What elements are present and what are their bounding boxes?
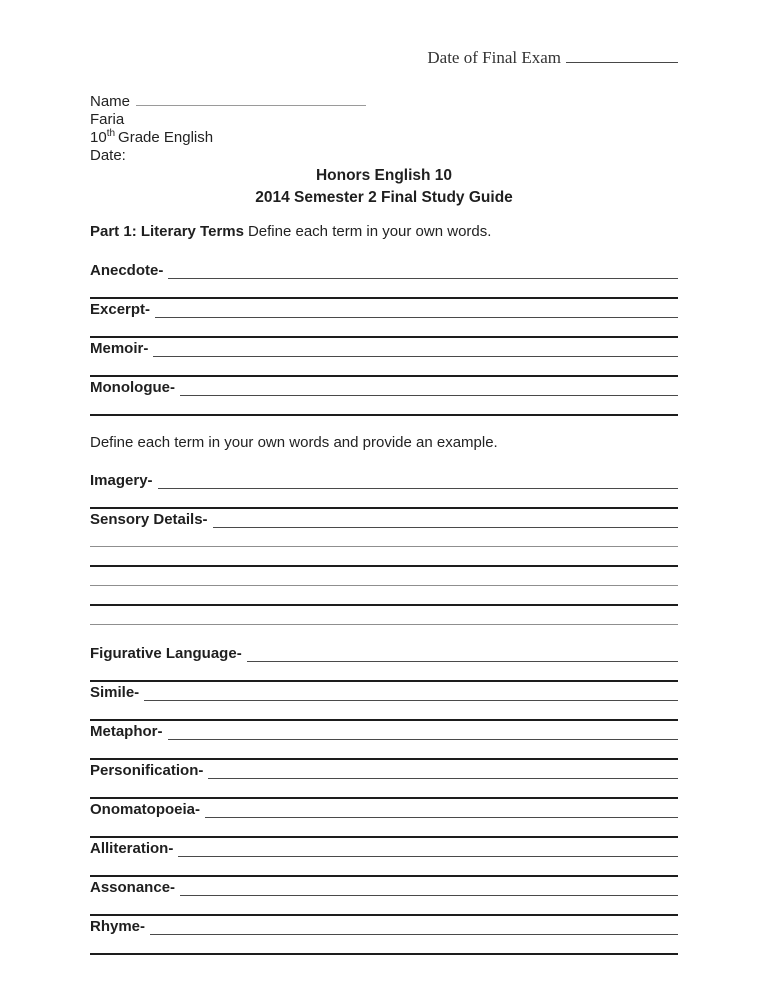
answer-blank — [208, 776, 678, 779]
answer-blank — [150, 932, 678, 935]
term-row — [90, 916, 678, 955]
term-label: Imagery- — [90, 472, 153, 489]
term-label: Simile- — [90, 684, 140, 701]
answer-line — [90, 357, 678, 377]
part2-instruction: Define each term in your own words and provide an example. — [90, 434, 498, 451]
name-row — [90, 92, 678, 111]
term-label: Sensory Details- — [90, 511, 208, 528]
student-info-block — [90, 92, 678, 165]
part1-heading-instruction: Define each term in your own words. — [247, 223, 492, 240]
term-row — [90, 838, 678, 877]
date-of-final-exam-row — [90, 48, 678, 68]
answer-line — [90, 818, 678, 838]
date-label: Date: — [90, 147, 126, 164]
term-label: Memoir- — [90, 340, 149, 357]
title-line-1: Honors English 10 — [315, 167, 453, 184]
term-label: Monologue- — [90, 379, 175, 396]
term-row — [90, 799, 678, 838]
term-label: Assonance- — [90, 879, 176, 896]
term-row — [90, 643, 678, 682]
answer-blank — [180, 393, 678, 396]
term-row — [90, 760, 678, 799]
grade-ordinal: th — [106, 128, 116, 139]
answer-blank — [153, 354, 678, 357]
term-label-line — [90, 377, 678, 396]
grade-line — [90, 129, 678, 147]
answer-blank — [178, 854, 678, 857]
term-label-line — [90, 721, 678, 740]
term-label-line — [90, 916, 678, 935]
term-row — [90, 260, 678, 299]
term-label-line — [90, 877, 678, 896]
grade-number: 10 — [90, 129, 107, 146]
term-label-line — [90, 299, 678, 318]
answer-blank — [205, 815, 678, 818]
term-label-line — [90, 682, 678, 701]
answer-line — [90, 857, 678, 877]
term-label: Metaphor- — [90, 723, 163, 740]
answer-line — [90, 896, 678, 916]
term-row — [90, 377, 678, 416]
term-row — [90, 338, 678, 377]
answer-line — [90, 547, 678, 567]
term-label: Personification- — [90, 762, 204, 779]
term-label: Onomatopoeia- — [90, 801, 201, 818]
grade-text: Grade English — [118, 129, 214, 146]
term-label: Rhyme- — [90, 918, 146, 935]
term-row — [90, 470, 678, 509]
answer-blank — [144, 698, 678, 701]
term-label-line — [90, 760, 678, 779]
term-label-line — [90, 509, 678, 528]
answer-line — [90, 567, 678, 586]
answer-line — [90, 586, 678, 606]
answer-blank — [247, 659, 678, 662]
answer-blank — [155, 315, 678, 318]
name-blank — [136, 92, 366, 106]
answer-line — [90, 740, 678, 760]
term-label-line — [90, 260, 678, 279]
answer-line — [90, 318, 678, 338]
answer-line — [90, 396, 678, 416]
answer-line — [90, 779, 678, 799]
student-name: Faria — [90, 111, 125, 128]
term-label: Excerpt- — [90, 301, 151, 318]
date-of-final-exam-label: Date of Final Exam — [427, 48, 561, 67]
answer-line — [90, 662, 678, 682]
title-line-2: 2014 Semester 2 Final Study Guide — [255, 189, 513, 206]
term-label-line — [90, 643, 678, 662]
term-label: Figurative Language- — [90, 645, 242, 662]
term-label-line — [90, 838, 678, 857]
document-title — [90, 165, 678, 209]
answer-blank — [158, 486, 678, 489]
answer-line — [90, 701, 678, 721]
term-label-line — [90, 338, 678, 357]
term-label: Alliteration- — [90, 840, 174, 857]
term-row — [90, 299, 678, 338]
name-label: Name — [90, 93, 131, 110]
answer-blank — [180, 893, 678, 896]
answer-blank — [213, 525, 678, 528]
answer-line — [90, 528, 678, 547]
term-label-line — [90, 470, 678, 489]
answer-blank — [168, 276, 678, 279]
term-row — [90, 877, 678, 916]
term-row — [90, 682, 678, 721]
part1-heading — [90, 223, 678, 240]
answer-blank — [168, 737, 679, 740]
answer-line — [90, 489, 678, 509]
date-of-final-exam-blank — [566, 48, 678, 63]
answer-line — [90, 279, 678, 299]
part1-terms-list — [90, 260, 678, 416]
term-row — [90, 509, 678, 625]
part2-terms-list — [90, 470, 678, 955]
term-label-line — [90, 799, 678, 818]
answer-line — [90, 935, 678, 955]
answer-line — [90, 606, 678, 625]
term-row — [90, 721, 678, 760]
part1-heading-bold: Part 1: Literary Terms — [90, 223, 244, 240]
term-label: Anecdote- — [90, 262, 164, 279]
